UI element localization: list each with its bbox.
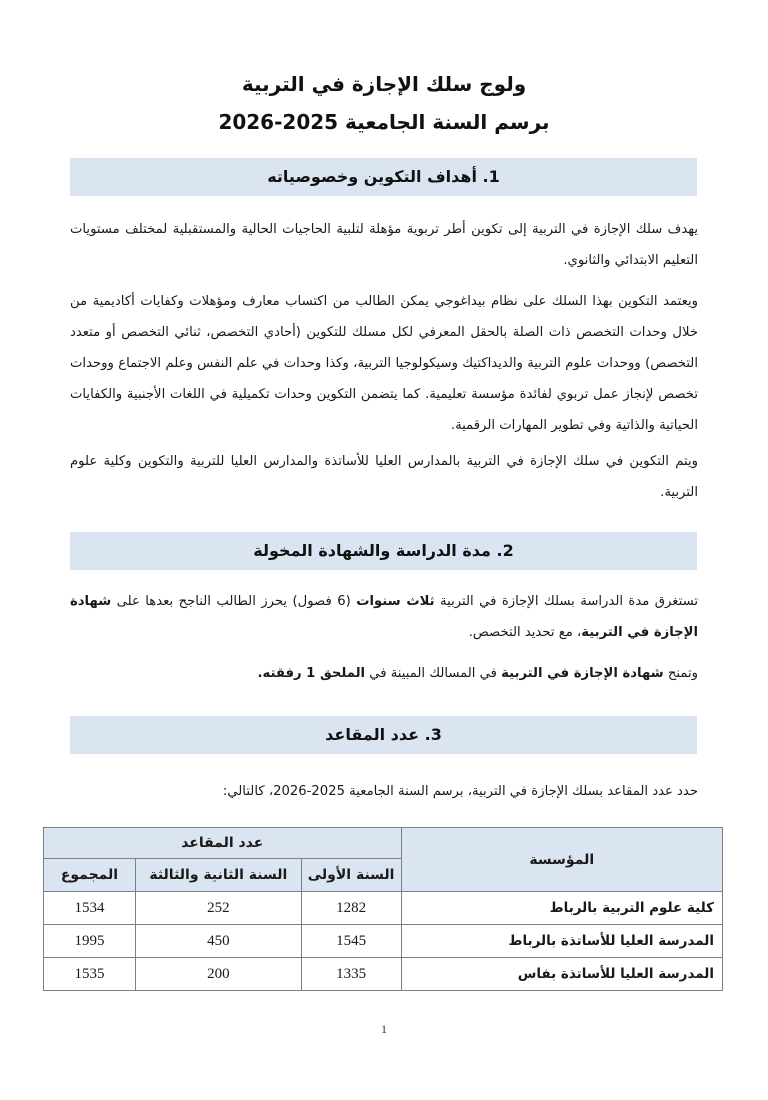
degree-name: شهادة الإجازة في التربية: [70, 594, 698, 640]
second-third-year-cell: 450: [135, 925, 301, 958]
section-heading-seats: 3. عدد المقاعد: [70, 716, 697, 754]
section-heading-objectives: 1. أهداف التكوين وخصوصياته: [70, 158, 697, 196]
institution-column-header: المؤسسة: [401, 828, 722, 892]
table-row: [44, 925, 723, 958]
seats-intro: حدد عدد المقاعد بسلك الإجازة في التربية، برسم السنة الجامعية 2025-2026، كالتالي:: [222, 784, 698, 799]
second-third-year-cell: 252: [135, 892, 301, 925]
second-third-year-cell: 200: [135, 958, 301, 991]
objectives-paragraph-1: يهدف سلك الإجازة في التربية إلى تكوين أطر تربوية مؤهلة لتلبية الحاجيات الحالية والمستقبلية لمختلف مستويات التعليم الابتدائي والثانوي.: [70, 222, 698, 268]
table-row: [44, 958, 723, 991]
seats-column-group-header: عدد المقاعد: [44, 828, 402, 859]
first-year-column-header: السنة الأولى: [301, 859, 401, 892]
degree-name: شهادة الإجازة في التربية: [501, 666, 664, 681]
duration-text: ، مع تحديد التخصص.: [468, 625, 582, 640]
first-year-cell: 1335: [301, 958, 401, 991]
page-number: 1: [381, 1022, 387, 1036]
second-third-year-column-header: السنة الثانية والثالثة: [135, 859, 301, 892]
annex-reference: الملحق 1 رفقته.: [257, 666, 366, 681]
section-heading-duration: 2. مدة الدراسة والشهادة المخولة: [70, 532, 697, 570]
objectives-paragraph-3: ويتم التكوين في سلك الإجازة في التربية بالمدارس العليا للأساتذة والمدارس العليا للتربية والتكوين وكلية علوم التربية.: [70, 454, 698, 500]
total-cell: 1535: [44, 958, 136, 991]
institution-cell: المدرسة العليا للأساتذة بفاس: [401, 958, 722, 991]
total-cell: 1534: [44, 892, 136, 925]
total-column-header: المجموع: [44, 859, 136, 892]
objectives-paragraph-2: ويعتمد التكوين بهذا السلك على نظام بيداغوجي يمكن الطالب من اكتساب معارف ومؤهلات وكفايات أكاديمية من خلال وحدات التخصص ذات الصلة بالحقل المعرفي لكل مسلك للتكوين (أحادي التخصص، ثنائي التخصص أو متعدد التخصص) ووحدات علوم التربية والديداكتيك وسيكولوجيا التربية، وكذا وحدات في علم النفس وعلم الاجتماع ووحدات تخصص لإنجاز عمل تربوي لفائدة مؤسسة تعليمية. كما يتضمن التكوين وحدات تكميلية في اللغات الأجنبية والكفايات الحياتية والذاتية وفي تطوير المهارات الرقمية.: [70, 294, 698, 433]
document-subtitle: برسم السنة الجامعية 2025-2026: [218, 110, 550, 134]
table-row: [44, 892, 723, 925]
first-year-cell: 1545: [301, 925, 401, 958]
duration-paragraph-1: [70, 586, 698, 648]
duration-years: ثلاث سنوات: [356, 594, 435, 609]
duration-text: تستغرق مدة الدراسة بسلك الإجازة في التربية: [434, 594, 699, 609]
degree-text: وتمنح: [663, 666, 698, 681]
seats-table: [43, 827, 723, 991]
total-cell: 1995: [44, 925, 136, 958]
duration-paragraph-2: [70, 658, 698, 689]
degree-text: في المسالك المبينة في: [365, 666, 502, 681]
institution-cell: المدرسة العليا للأساتذة بالرباط: [401, 925, 722, 958]
first-year-cell: 1282: [301, 892, 401, 925]
duration-text: (6 فصول) يحرز الطالب الناجح بعدها على: [111, 594, 357, 609]
document-title: ولوج سلك الإجازة في التربية: [241, 72, 527, 96]
institution-cell: كلية علوم التربية بالرباط: [401, 892, 722, 925]
